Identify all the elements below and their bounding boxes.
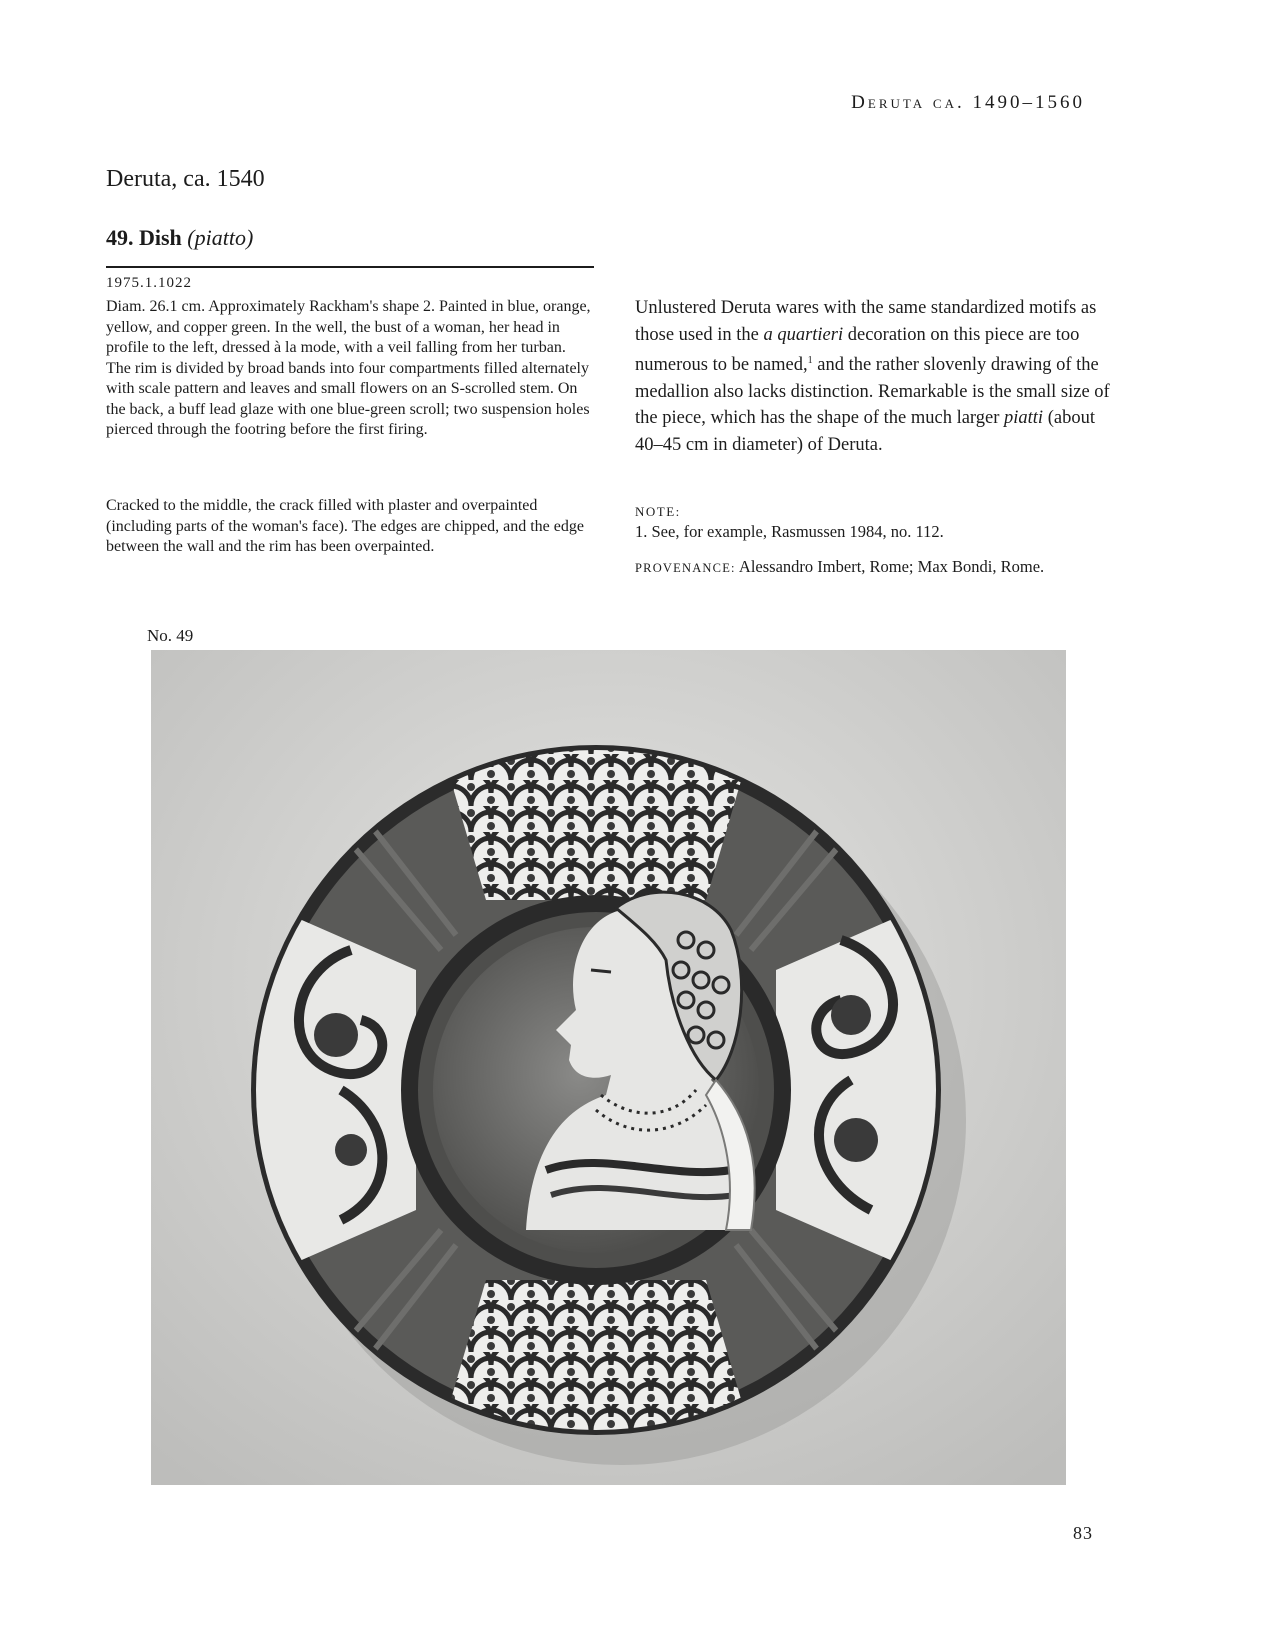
entry-title xyxy=(106,225,253,251)
commentary xyxy=(635,295,1115,458)
footnote-ref: 1 xyxy=(807,355,813,366)
note-text: 1. See, for example, Rasmussen 1984, no. 112. xyxy=(635,522,944,541)
object-description: Diam. 26.1 cm. Approximately Rackham's shape 2. Painted in blue, orange, yellow, and copper green. In the well, the bust of a woman, her head in profile to the left, dressed à la mode, with a veil falling from her turban. The rim is divided by broad bands into four compartments filled alternately with scale pattern and leaves and small flowers on an S-scrolled stem. On the back, a buff lead glaze with one blue-green scroll; two suspension holes pierced through the footring before the first firing. xyxy=(106,298,591,438)
section-heading: Deruta, ca. 1540 xyxy=(106,166,265,192)
accession-number: 1975.1.1022 xyxy=(106,275,192,291)
entry-subtitle: (piatto) xyxy=(187,225,254,250)
title-rule xyxy=(106,266,594,268)
commentary-text-4: (about 40–45 cm in diameter) of Deruta. xyxy=(635,408,1095,455)
entry-number-title: 49. Dish xyxy=(106,225,182,250)
commentary-text-1: Unlustered Deruta wares with the same standardized motifs as those used in the xyxy=(635,298,1097,345)
provenance-text: Alessandro Imbert, Rome; Max Bondi, Rome. xyxy=(735,557,1045,576)
plate-label: No. 49 xyxy=(147,626,194,645)
dish-illustration xyxy=(151,650,1066,1485)
page-number: 83 xyxy=(1073,1523,1093,1543)
running-head: Deruta ca. 1490–1560 xyxy=(851,92,1085,113)
note-label: NOTE: xyxy=(635,504,681,519)
provenance-label: PROVENANCE: xyxy=(635,561,736,575)
provenance xyxy=(635,557,1044,577)
dish-photograph xyxy=(151,650,1066,1485)
commentary-text-2: decoration on this piece are too numerous to be named, xyxy=(635,324,1080,376)
commentary-italic-1: a quartieri xyxy=(763,324,844,345)
commentary-italic-2: piatti xyxy=(1004,408,1044,429)
condition-note: Cracked to the middle, the crack filled with plaster and overpainted (including parts of the woman's face). The edges are chipped, and the edge between the wall and the rim has been overpainted. xyxy=(106,497,584,555)
commentary-text-3: and the rather slovenly drawing of the medallion also lacks distinction. Remarkable is the small size of the piece, which has the shape of the much larger xyxy=(635,355,1110,429)
